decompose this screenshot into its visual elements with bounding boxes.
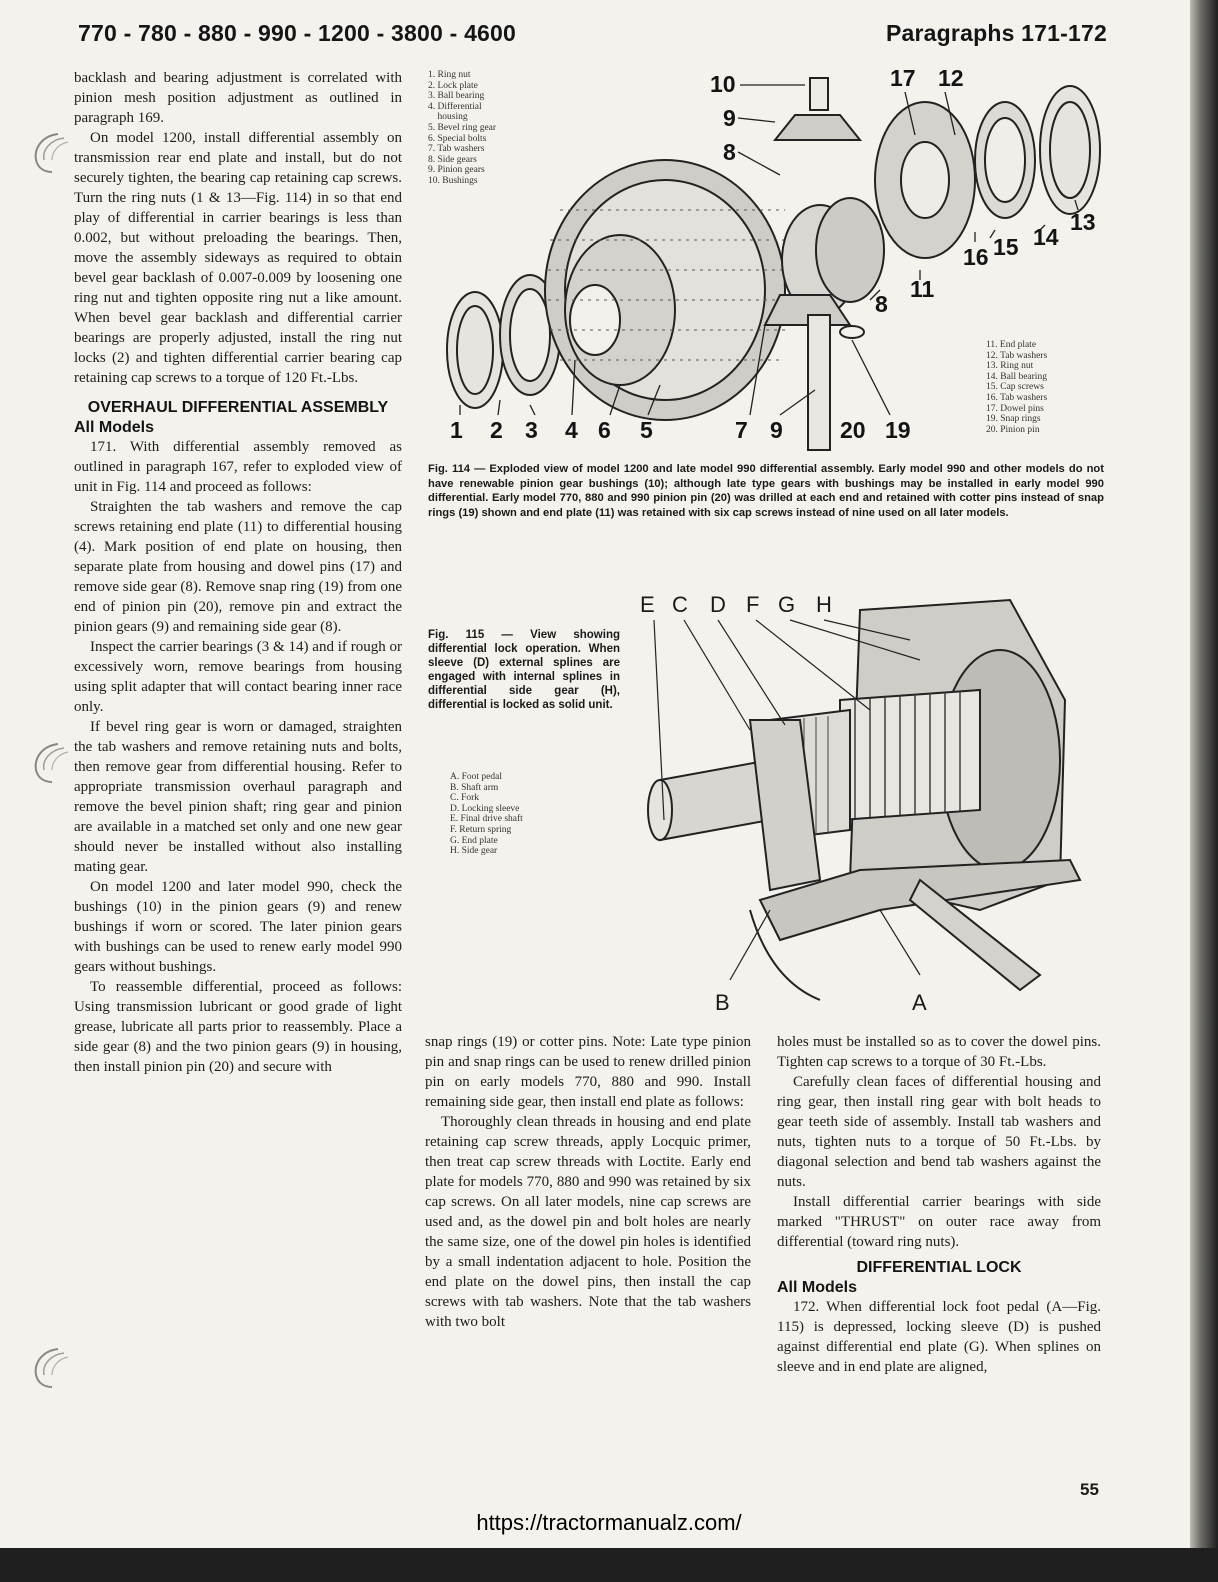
legend-item: 9. Pinion gears xyxy=(428,165,485,176)
middle-text-column xyxy=(425,1032,751,1332)
legend-item: F. Return spring xyxy=(450,824,512,835)
legend-item: H. Side gear xyxy=(450,846,498,857)
binder-hole-icon xyxy=(28,130,74,174)
callout-4: 4 xyxy=(565,417,578,443)
label-E: E xyxy=(640,592,655,617)
callout-6: 6 xyxy=(598,417,611,443)
label-A: A xyxy=(912,990,927,1015)
label-D: D xyxy=(710,592,726,617)
binder-hole-icon xyxy=(28,740,74,784)
section-title: DIFFERENTIAL LOCK xyxy=(856,1259,1022,1276)
paragraph: backlash and bearing adjustment is correlated with pinion mesh position adjustment as outlined in paragraph 169. xyxy=(74,70,402,126)
callout-14: 14 xyxy=(1033,224,1059,250)
paragraph: On model 1200 and later model 990, check the bushings (10) in the pinion gears (9) and renew bushings if worn or scored. The later pinion gears with bushings can be used to renew early model 990 gears without bushings. xyxy=(74,879,402,975)
callout-19: 19 xyxy=(885,417,911,443)
binder-hole-icon xyxy=(28,1345,74,1389)
callout-9: 9 xyxy=(770,417,783,443)
label-H: H xyxy=(816,592,832,617)
legend-item: 7. Tab washers xyxy=(428,144,485,155)
callout-17: 17 xyxy=(890,65,916,91)
callout-12: 12 xyxy=(938,65,964,91)
scan-right-edge xyxy=(1190,0,1218,1582)
subsection-title: All Models xyxy=(74,419,155,436)
header-paragraphs: Paragraphs 171-172 xyxy=(886,20,1107,46)
callout-3: 3 xyxy=(525,417,538,443)
legend-item: 14. Ball bearing xyxy=(986,371,1047,382)
callout-2: 2 xyxy=(490,417,503,443)
legend-item: 16. Tab washers xyxy=(986,392,1048,403)
paragraph: Carefully clean faces of differential housing and ring gear, then install ring gear with bolt heads to gear teeth side of assembly. Install tab washers and nuts, tighten nuts to a torque of 50 Ft.-Lbs. by diagonal selection and bend tab washers against the nuts. xyxy=(777,1074,1101,1190)
callout-5: 5 xyxy=(640,417,653,443)
callout-15: 15 xyxy=(993,234,1019,260)
callout-9: 9 xyxy=(723,105,736,131)
paragraph: If bevel ring gear is worn or damaged, straighten the tab washers and remove retaining nuts and bolts, then remove gear from differential housing. Refer to appropriate transmission overhaul paragraph and remove the bevel pinion shaft; ring gear and pinion are available in a matched set only and one new gear should never be installed without also installing mating gear. xyxy=(74,719,402,875)
legend-item: 11. End plate xyxy=(986,340,1037,350)
section-title: OVERHAUL DIFFERENTIAL ASSEMBLY xyxy=(87,399,389,416)
label-F: F xyxy=(746,592,760,617)
label-C: C xyxy=(672,592,688,617)
legend-item: 19. Snap rings xyxy=(986,414,1041,425)
header-models: 770 - 780 - 880 - 990 - 1200 - 3800 - 4600 xyxy=(78,20,517,46)
paragraph: snap rings (19) or cotter pins. Note: Late type pinion pin and snap rings can be used to renew drilled pinion pin on early models 770, 880 and 990. Install remaining side gear, then install end plate as follows: xyxy=(425,1034,751,1110)
fig114-legend-right xyxy=(986,340,1047,435)
paragraph: On model 1200, install differential assembly on transmission rear end plate and install, but do not securely tighten, the bearing cap retaining cap screws. Turn the ring nuts (1 & 13—Fig. 114) in so that end play of differential in carrier bearings is less than 0.002, but without preloading the bearings. Then, move the assembly sideways as required to obtain bevel gear backlash of 0.007-0.009 by loosening one ring nut and tighten opposite ring nut a like amount. When bevel gear backlash and differential carrier bearings are properly adjusted, install the ring nut locks (2) and tighten differential carrier bearing cap retaining cap screws to a torque of 120 Ft.-Lbs. xyxy=(74,130,402,386)
callout-13: 13 xyxy=(1070,209,1096,235)
label-G: G xyxy=(778,592,796,617)
callout-10: 10 xyxy=(710,71,736,97)
legend-item: 3. Ball bearing xyxy=(428,91,485,102)
legend-item: 13. Ring nut xyxy=(986,361,1034,372)
callout-8: 8 xyxy=(723,139,736,165)
footer-url[interactable]: https://tractormanualz.com/ xyxy=(476,1510,742,1535)
callout-20: 20 xyxy=(840,417,866,443)
subsection-title: All Models xyxy=(777,1279,858,1296)
legend-item: 12. Tab washers xyxy=(986,350,1048,361)
paragraph: 172. When differential lock foot pedal (A—Fig. 115) is depressed, locking sleeve (D) is pushed against differential end plate (G). When splines on sleeve and in end plate are aligned, xyxy=(777,1299,1101,1375)
legend-item: 4. Differential xyxy=(428,101,482,112)
legend-item: housing xyxy=(428,112,468,123)
callout-7: 7 xyxy=(735,417,748,443)
paragraph: Straighten the tab washers and remove the cap screws retaining end plate (11) to differential housing (4). Mark position of end plate on housing, then separate plate from housing and dowel pins (17) and remove side gear (8). Remove snap ring (19) from one end of pinion pin (20), remove pin and extract the pinion gears (9) and remaining side gear (8). xyxy=(74,499,402,635)
paragraph: Inspect the carrier bearings (3 & 14) and if rough or excessively worn, remove bearings from housing using split adapter that will contact bearing inner race only. xyxy=(74,639,402,715)
legend-item: E. Final drive shaft xyxy=(450,814,523,825)
legend-item: 17. Dowel pins xyxy=(986,403,1044,414)
legend-item: 8. Side gears xyxy=(428,154,477,165)
left-text-column xyxy=(74,68,402,1077)
paragraph: To reassemble differential, proceed as follows: Using transmission lubricant or good grade of light grease, lubricate all parts prior to reassembly. Place a side gear (8) and the two pinion gears (9) in housing, then install pinion pin (20) and secure with xyxy=(74,979,402,1075)
legend-item: 20. Pinion pin xyxy=(986,424,1040,435)
legend-item: B. Shaft arm xyxy=(450,782,499,793)
fig114-caption: Fig. 114 — Exploded view of model 1200 and late model 990 differential assembly. Early model 990 and other models do not have renewable pinion gear bushings (10); although late type gears with bushings may be installed in early model 990 differential. Early model 770, 880 and 990 pinion pin (20) was drilled at each end and retained with cotter pins instead of snap rings (19) shown and end plate (11) was retained with six cap screws instead of nine used on all later models. xyxy=(428,463,1104,519)
right-text-column xyxy=(777,1032,1101,1377)
fig115-legend xyxy=(450,772,523,857)
fig115-differential-lock-illustration xyxy=(620,580,1110,1020)
legend-item: G. End plate xyxy=(450,835,498,846)
legend-item: 5. Bevel ring gear xyxy=(428,122,497,133)
legend-item: 15. Cap screws xyxy=(986,382,1044,393)
paragraph: Thoroughly clean threads in housing and end plate retaining cap screw threads, apply Locquic primer, then treat cap screw threads with Loctite. Early end plate for models 770, 880 and 990 was retained by six cap screws. On all later models, nine cap screws are used and, as the dowel pin and bolt holes are nearly the same size, one of the dowel pin holes is identified by a small indentation adjacent to hole. Position the end plate on the dowel pins, then install the cap screws with tab washers. Note that the tab washers with two bolt xyxy=(425,1114,751,1330)
callout-16: 16 xyxy=(963,244,989,270)
paragraph: Install differential carrier bearings with side marked "THRUST" on outer race away from differential (toward ring nuts). xyxy=(777,1194,1101,1250)
legend-item: 2. Lock plate xyxy=(428,80,478,91)
legend-item: 10. Bushings xyxy=(428,175,478,186)
fig115-caption: Fig. 115 — View showing differential lock operation. When sleeve (D) external splines are engaged with internal splines in differential side gear (H), differential is locked as solid unit. xyxy=(428,629,620,711)
legend-item: C. Fork xyxy=(450,793,480,804)
paragraph: holes must be installed so as to cover the dowel pins. Tighten cap screws to a torque of 30 Ft.-Lbs. xyxy=(777,1034,1101,1070)
page-number: 55 xyxy=(1080,1480,1099,1499)
callout-11: 11 xyxy=(910,276,935,302)
callout-8: 8 xyxy=(875,291,888,317)
legend-item: D. Locking sleeve xyxy=(450,803,520,814)
scan-bottom-edge xyxy=(0,1548,1218,1582)
legend-item: 1. Ring nut xyxy=(428,70,471,80)
legend-item: A. Foot pedal xyxy=(450,772,502,782)
label-B: B xyxy=(715,990,730,1015)
legend-item: 6. Special bolts xyxy=(428,133,487,144)
paragraph: 171. With differential assembly removed as outlined in paragraph 167, refer to exploded view of unit in Fig. 114 and proceed as follows: xyxy=(74,439,402,495)
callout-1: 1 xyxy=(450,417,463,443)
